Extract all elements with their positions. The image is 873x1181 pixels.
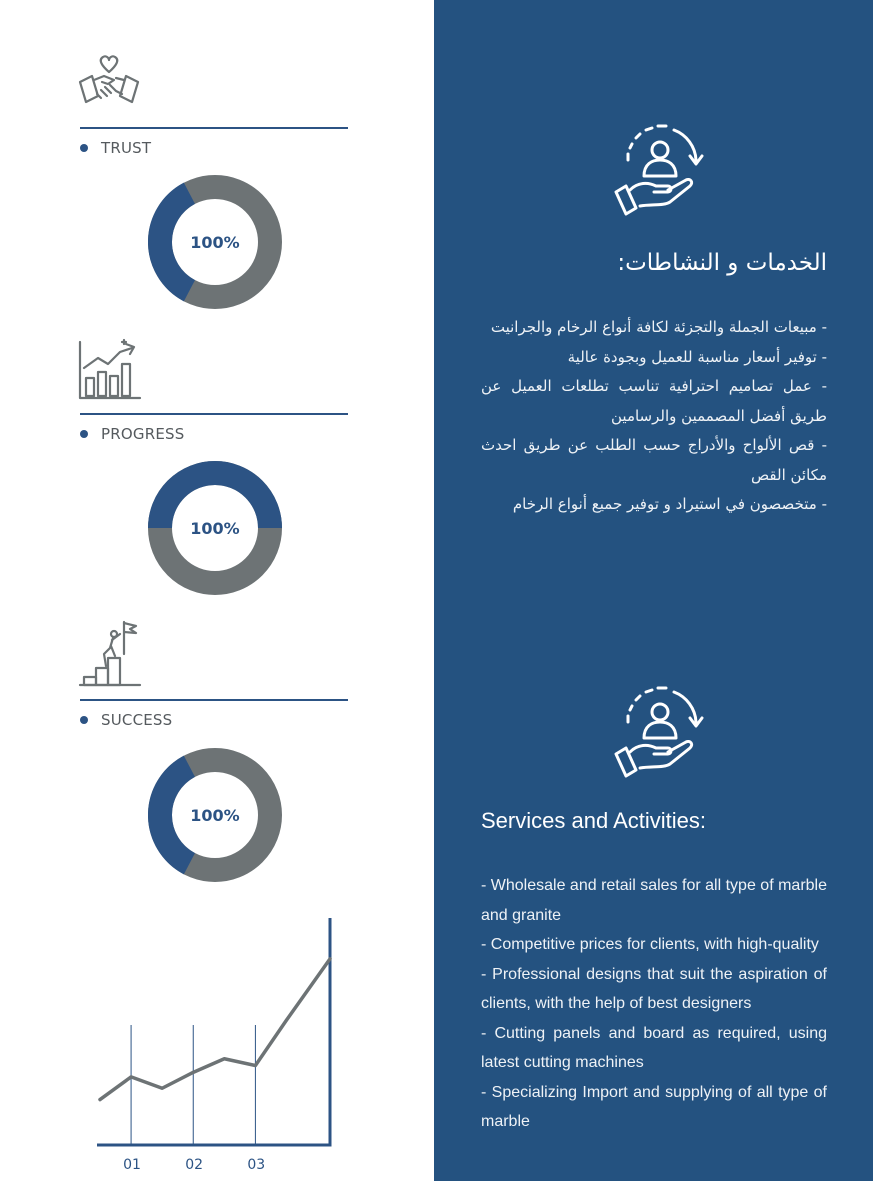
list-item: - عمل تصاميم احترافية تناسب تطلعات العميل عن طريق أفضل المصممين والرسامين — [481, 377, 827, 425]
list-item: - Professional designs that suit the aspiration of clients, with the help of best designers — [481, 965, 827, 1012]
x-tick-label: 03 — [247, 1157, 266, 1173]
series-line — [100, 959, 330, 1100]
arabic-services-list — [481, 313, 827, 520]
growth-chart-icon — [78, 338, 142, 402]
trust-label: TRUST — [80, 139, 151, 157]
bullet — [80, 144, 88, 152]
x-tick-label: 01 — [123, 1157, 141, 1173]
x-tick-label: 02 — [185, 1157, 204, 1173]
success-label: SUCCESS — [80, 711, 172, 729]
list-item: - متخصصون في استيراد و توفير جميع أنواع الرخام — [512, 495, 827, 513]
services-panel — [434, 0, 873, 1181]
bullet — [80, 430, 88, 438]
divider — [80, 413, 348, 415]
progress-label: PROGRESS — [80, 425, 184, 443]
list-item: - Wholesale and retail sales for all type of marble and granite — [481, 877, 827, 924]
success-value: 100% — [190, 805, 240, 825]
success-donut — [148, 748, 282, 882]
trust-value: 100% — [190, 232, 240, 252]
trust-donut — [148, 175, 282, 309]
list-item: - قص الألواح والأدراج حسب الطلب عن طريق احدث مكائن القص — [481, 436, 827, 484]
list-item: - Specializing Import and supplying of all type of marble — [481, 1083, 827, 1130]
metrics-column — [0, 0, 434, 1181]
english-title: Services and Activities: — [481, 808, 706, 833]
list-item: - مبيعات الجملة والتجزئة لكافة أنواع الرخام والجرانيت — [490, 318, 827, 336]
progress-value: 100% — [190, 518, 240, 538]
progress-donut — [148, 461, 282, 595]
list-item: - توفير أسعار مناسبة للعميل وبجودة عالية — [567, 347, 827, 366]
divider — [80, 127, 348, 129]
divider — [80, 699, 348, 701]
line-chart — [80, 910, 350, 1180]
bullet — [80, 716, 88, 724]
customer-care-icon — [612, 120, 708, 216]
list-item: - Cutting panels and board as required, using latest cutting machines — [481, 1024, 827, 1071]
list-item: - Competitive prices for clients, with high-quality — [481, 936, 819, 953]
climber-flag-icon — [78, 620, 142, 688]
customer-care-icon — [612, 682, 708, 778]
handshake-heart-icon — [78, 52, 140, 114]
arabic-title: الخدمات و النشاطات: — [617, 250, 827, 276]
english-services-list — [481, 871, 827, 1137]
